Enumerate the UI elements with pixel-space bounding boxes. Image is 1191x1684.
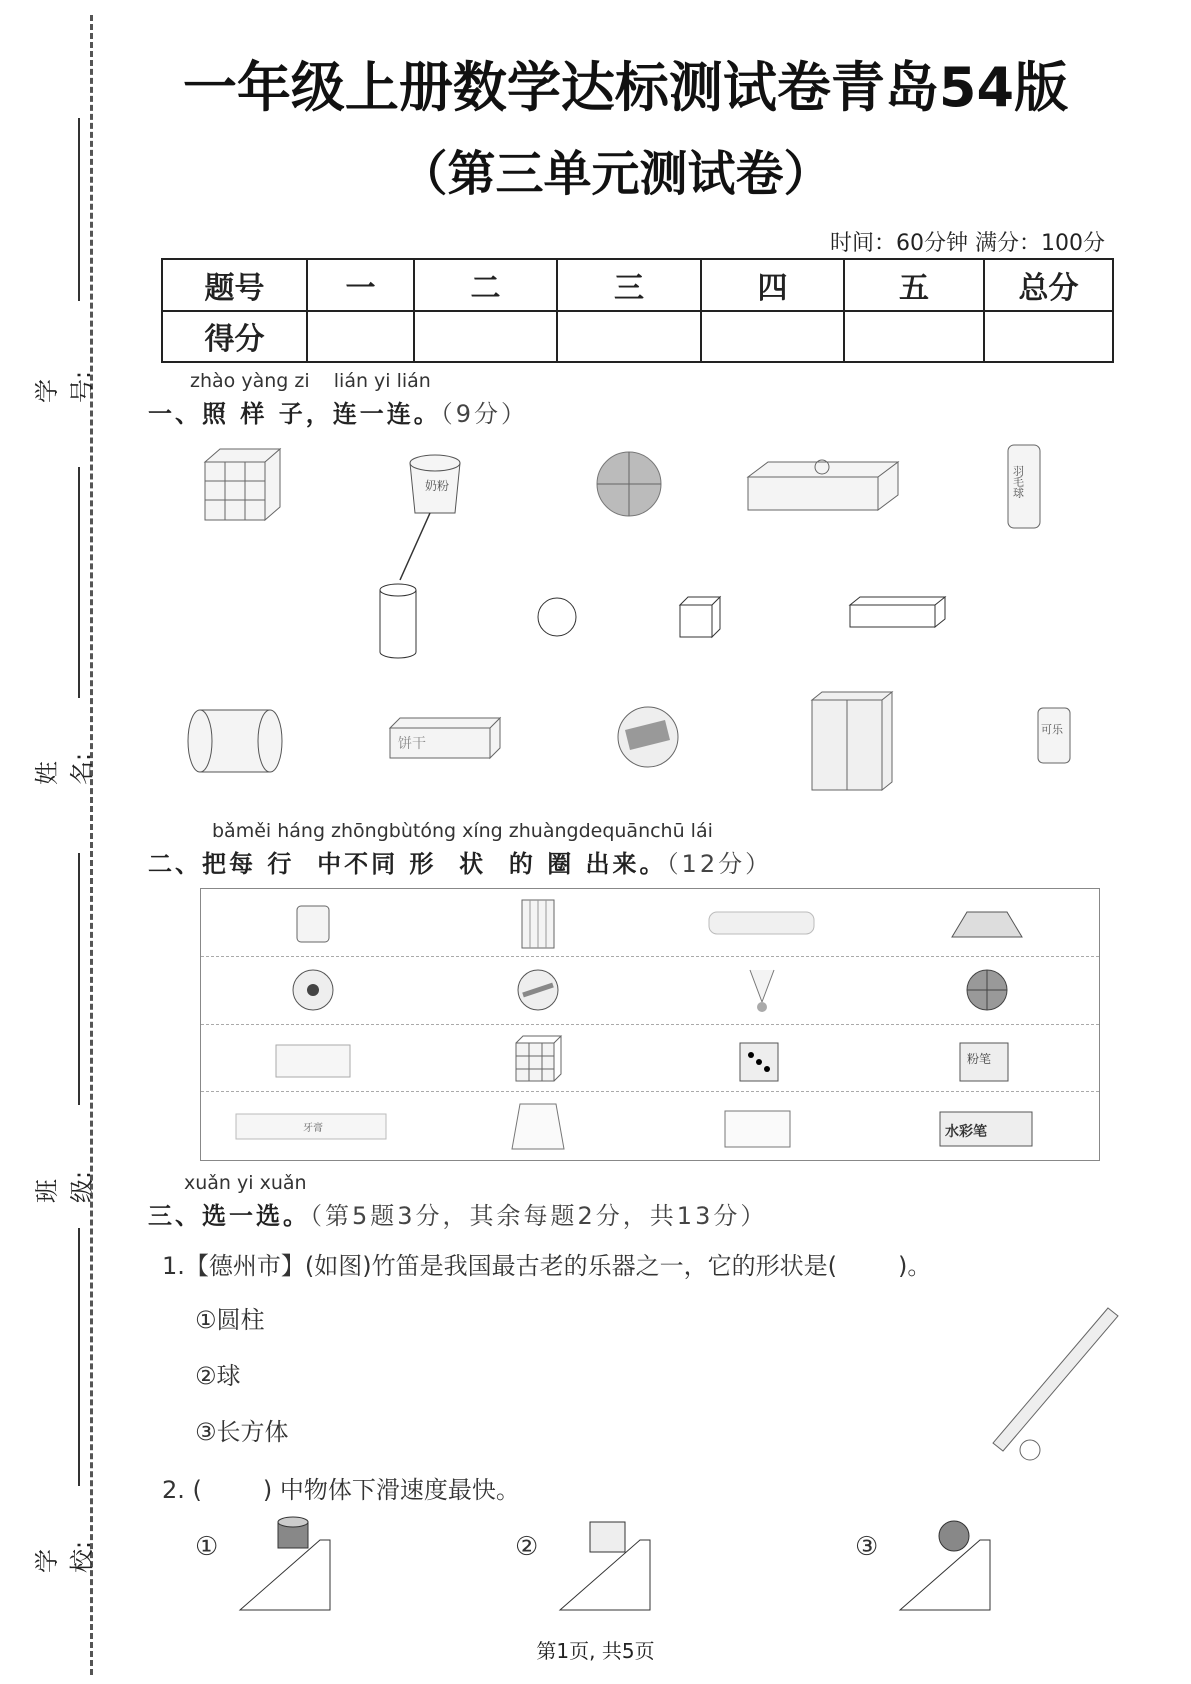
cuboid-shape	[850, 597, 945, 627]
grid-cell[interactable]	[426, 957, 651, 1024]
basketball-icon	[597, 452, 661, 516]
grid-cell[interactable]	[201, 1025, 426, 1092]
option-2-cube-on-slope	[515, 1522, 650, 1610]
name-label: 姓名:	[33, 752, 96, 785]
section3-heading	[148, 1196, 767, 1231]
grid-cell[interactable]	[201, 889, 426, 956]
rubik-cube-icon	[513, 1033, 563, 1083]
pipe-icon	[188, 710, 282, 772]
grid-cell[interactable]	[650, 957, 875, 1024]
svg-text:可乐: 可乐	[1041, 723, 1063, 736]
grid-cell[interactable]	[875, 957, 1100, 1024]
page-subtitle: （第三单元测试卷）	[399, 146, 832, 202]
score-row-label: 得分	[162, 311, 307, 363]
class-line	[78, 853, 80, 1105]
shuttlecock-icon	[742, 965, 782, 1015]
grid-cell[interactable]	[426, 1025, 651, 1092]
svg-text:饼干: 饼干	[398, 736, 426, 752]
svg-text:①: ①	[195, 1532, 219, 1562]
header-cell: 五	[844, 259, 984, 311]
svg-text:③: ③	[855, 1532, 879, 1562]
wardrobe-icon	[812, 692, 892, 790]
header-cell: 三	[557, 259, 701, 311]
box-icon	[722, 1101, 802, 1151]
question-1: 1.【德州市】(如图)竹笛是我国最古老的乐器之一，它的形状是( )。	[162, 1252, 932, 1280]
id-label: 学号:	[33, 370, 96, 403]
biscuit-box-icon	[390, 718, 500, 758]
section3-points: （第5题3分，其余每题2分，共13分）	[310, 1202, 768, 1230]
svg-text:奶粉: 奶粉	[425, 479, 450, 493]
q1-option-1[interactable]: ①圆柱	[195, 1306, 265, 1334]
grid-cell[interactable]	[875, 1092, 1100, 1160]
grid-cell[interactable]	[201, 1092, 426, 1160]
grid-cell[interactable]	[650, 1025, 875, 1092]
section2-heading	[148, 844, 772, 879]
rubik-cube-icon	[205, 449, 280, 520]
svg-text:牙膏: 牙膏	[303, 1122, 324, 1134]
grid-cell[interactable]	[650, 889, 875, 956]
school-label: 学校:	[33, 1540, 96, 1573]
section3-title: 三、选一选。	[148, 1202, 310, 1230]
grid-row	[201, 889, 1099, 957]
grid-cell[interactable]	[875, 889, 1100, 956]
gift-box-icon	[748, 460, 898, 510]
exam-meta: 时间：60分钟 满分：100分	[830, 231, 1105, 256]
page-footer: 第1页, 共5页	[536, 1639, 655, 1663]
cube-shape	[680, 597, 720, 637]
sphere-shape	[538, 598, 576, 636]
question-2: 2. ( ) 中物体下滑速度最快。	[162, 1476, 520, 1504]
svg-text:②: ②	[515, 1532, 539, 1562]
picture-frame-icon	[273, 1035, 353, 1080]
soccer-ball-icon	[290, 967, 336, 1013]
svg-text:粉笔: 粉笔	[966, 1051, 991, 1066]
grid-cell[interactable]	[426, 1092, 651, 1160]
svg-text:水彩笔: 水彩笔	[944, 1123, 987, 1140]
svg-text:羽毛球: 羽毛球	[1011, 465, 1025, 498]
ball-icon	[515, 967, 561, 1013]
option-3-ball-on-slope	[855, 1521, 990, 1610]
jar-icon	[293, 900, 333, 945]
trapezoid-block-icon	[508, 1099, 568, 1154]
section2-points: （12分）	[666, 850, 773, 878]
q1-option-2[interactable]: ②球	[195, 1362, 241, 1390]
header-cell: 题号	[162, 259, 307, 311]
section2-title: 二、把每 行 中不同 形 状 的 圈 出来。	[148, 850, 667, 878]
section1-points: （9分）	[440, 400, 528, 428]
hat-icon	[947, 902, 1027, 942]
page-title: 一年级上册数学达标测试卷青岛54版	[182, 56, 1069, 119]
grid-cell[interactable]	[875, 1025, 1100, 1092]
header-cell: 四	[701, 259, 844, 311]
cola-can-icon	[1038, 708, 1070, 763]
milk-can-icon	[410, 455, 460, 513]
shape-grid	[200, 888, 1100, 1161]
school-line	[78, 1228, 80, 1486]
crayon-box-icon	[937, 1104, 1037, 1149]
section1-title: 一、照 样 子，连一连。	[148, 400, 441, 428]
basketball-icon	[964, 967, 1010, 1013]
ball-icon	[618, 707, 678, 767]
option-1-cylinder-on-slope	[195, 1517, 330, 1610]
grid-cell[interactable]	[201, 957, 426, 1024]
header-cell: 总分	[984, 259, 1113, 311]
pen-holder-icon	[518, 895, 558, 950]
q1-option-3[interactable]: ③长方体	[195, 1418, 289, 1446]
header-cell: 一	[307, 259, 414, 311]
grid-row	[201, 957, 1099, 1025]
slope-diagrams	[190, 1510, 1090, 1620]
shuttlecock-tube-icon	[1008, 445, 1040, 528]
tube-icon	[707, 907, 817, 937]
section1-pinyin: zhào yàng zi lián yi lián	[190, 370, 431, 392]
toothpaste-box-icon	[233, 1109, 393, 1144]
class-label: 班级:	[33, 1170, 96, 1203]
grid-cell[interactable]	[426, 889, 651, 956]
sample-connect-line	[400, 513, 430, 580]
cylinder-shape	[380, 584, 416, 658]
grid-row	[201, 1025, 1099, 1093]
dice-icon	[737, 1033, 787, 1083]
grid-row	[201, 1092, 1099, 1160]
chalk-box-icon	[957, 1033, 1017, 1083]
section2-pinyin: bǎměi háng zhōngbùtóng xíng zhuàngdequānchū lái	[212, 820, 713, 842]
header-cell: 二	[414, 259, 557, 311]
grid-cell[interactable]	[650, 1092, 875, 1160]
bamboo-flute-icon	[990, 1300, 1130, 1470]
section3-pinyin: xuǎn yi xuǎn	[184, 1172, 307, 1194]
